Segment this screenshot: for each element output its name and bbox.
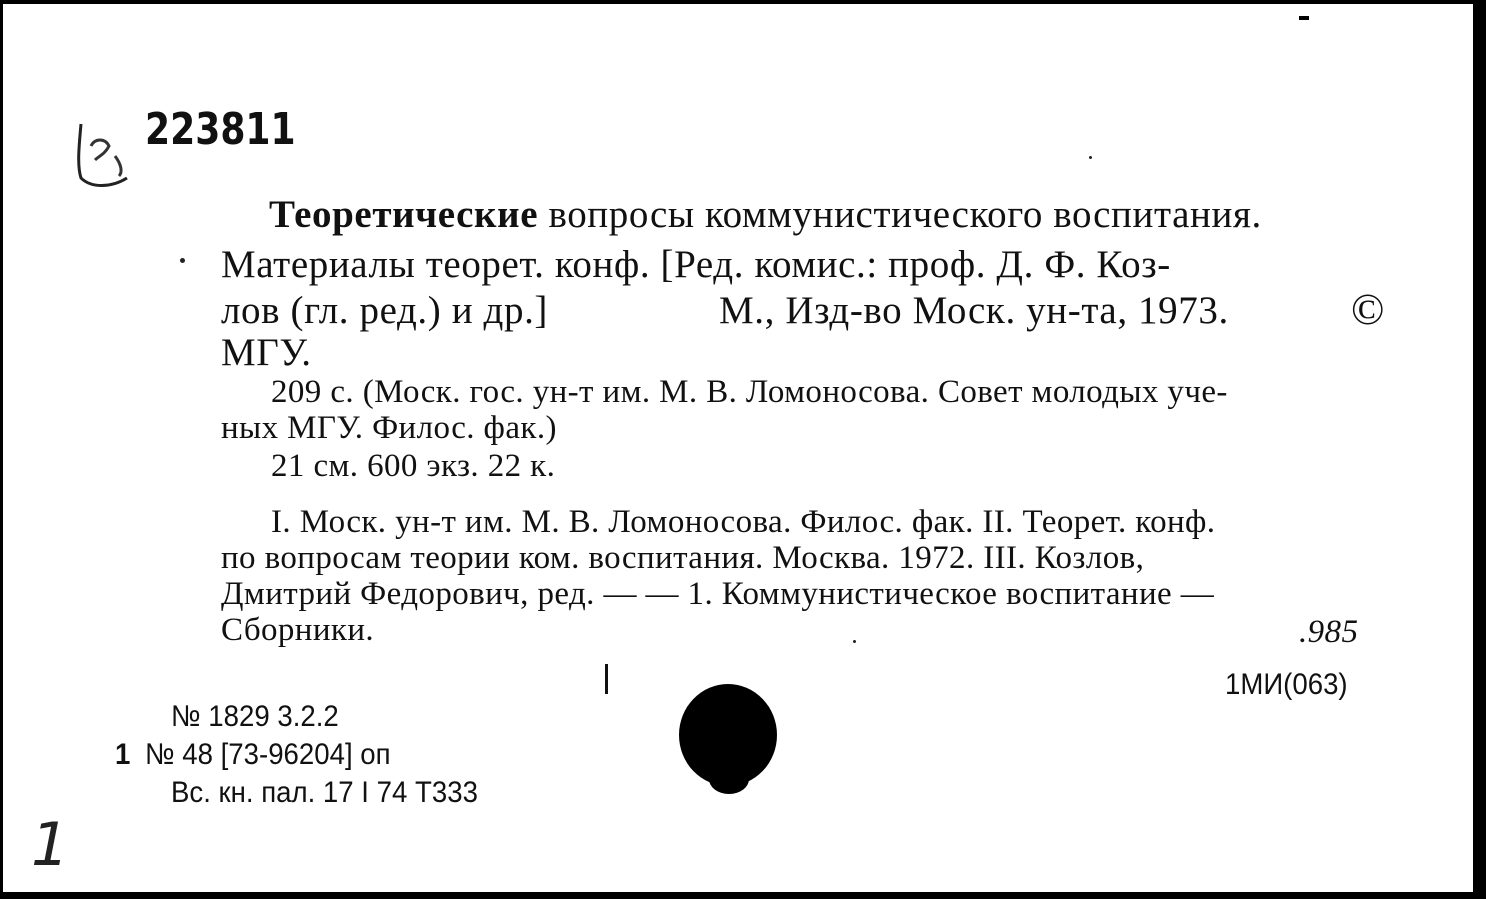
reference-line-2-prefix: 1 [115,738,131,771]
speck [853,640,856,643]
subject-line-3: Дмитрий Федорович, ред. — — 1. Коммунистическое воспитание — [221,576,1215,612]
handwritten-number: 223811 [145,104,296,155]
size-line: 21 см. 600 экз. 22 к. [271,448,556,484]
speck [1089,156,1092,159]
reference-line-2: № 48 [73-96204] оп [145,738,391,771]
description-line-3b: М., Изд-во Моск. ун-та, 1973. [719,289,1229,332]
notch-mark [1299,16,1309,20]
subject-line-2: по вопросам теории ком. воспитания. Москва. 1972. III. Козлов, [221,540,1145,576]
classification-code: .985 [1299,614,1359,650]
corner-mark: 1 [31,810,70,880]
reference-line-1: № 1829 3.2.2 [171,700,339,733]
description-line-3a: лов (гл. ред.) и др.] [221,289,549,332]
tick-mark [605,664,608,694]
catalog-card [3,4,1473,892]
description-line-4: МГУ. [221,331,312,374]
copyright-symbol: © [1351,285,1386,334]
title-bold: Теоретические [269,193,539,236]
card-edge-shadow [1473,0,1486,899]
reference-line-3: Вс. кн. пал. 17 I 74 Т333 [171,776,478,809]
pages-line-2: ных МГУ. Филос. фак.) [221,410,557,446]
description-line-2: Материалы теорет. конф. [Ред. комис.: проф. Д. Ф. Коз- [221,243,1171,286]
title-line [269,192,1262,237]
subject-line-1: I. Моск. ун-т им. М. В. Ломоносова. Филос. фак. II. Теорет. конф. [271,504,1216,540]
index-code: 1МИ(063) [1225,668,1348,701]
subject-line-4: Сборники. [221,612,375,648]
pages-line-1: 209 с. (Моск. гос. ун-т им. М. В. Ломоносова. Совет молодых уче- [271,374,1228,410]
speck [180,258,185,263]
punch-hole-tail [709,764,749,794]
stamp-scribble [71,116,141,196]
title-rest: вопросы коммунистического воспитания. [538,193,1262,236]
